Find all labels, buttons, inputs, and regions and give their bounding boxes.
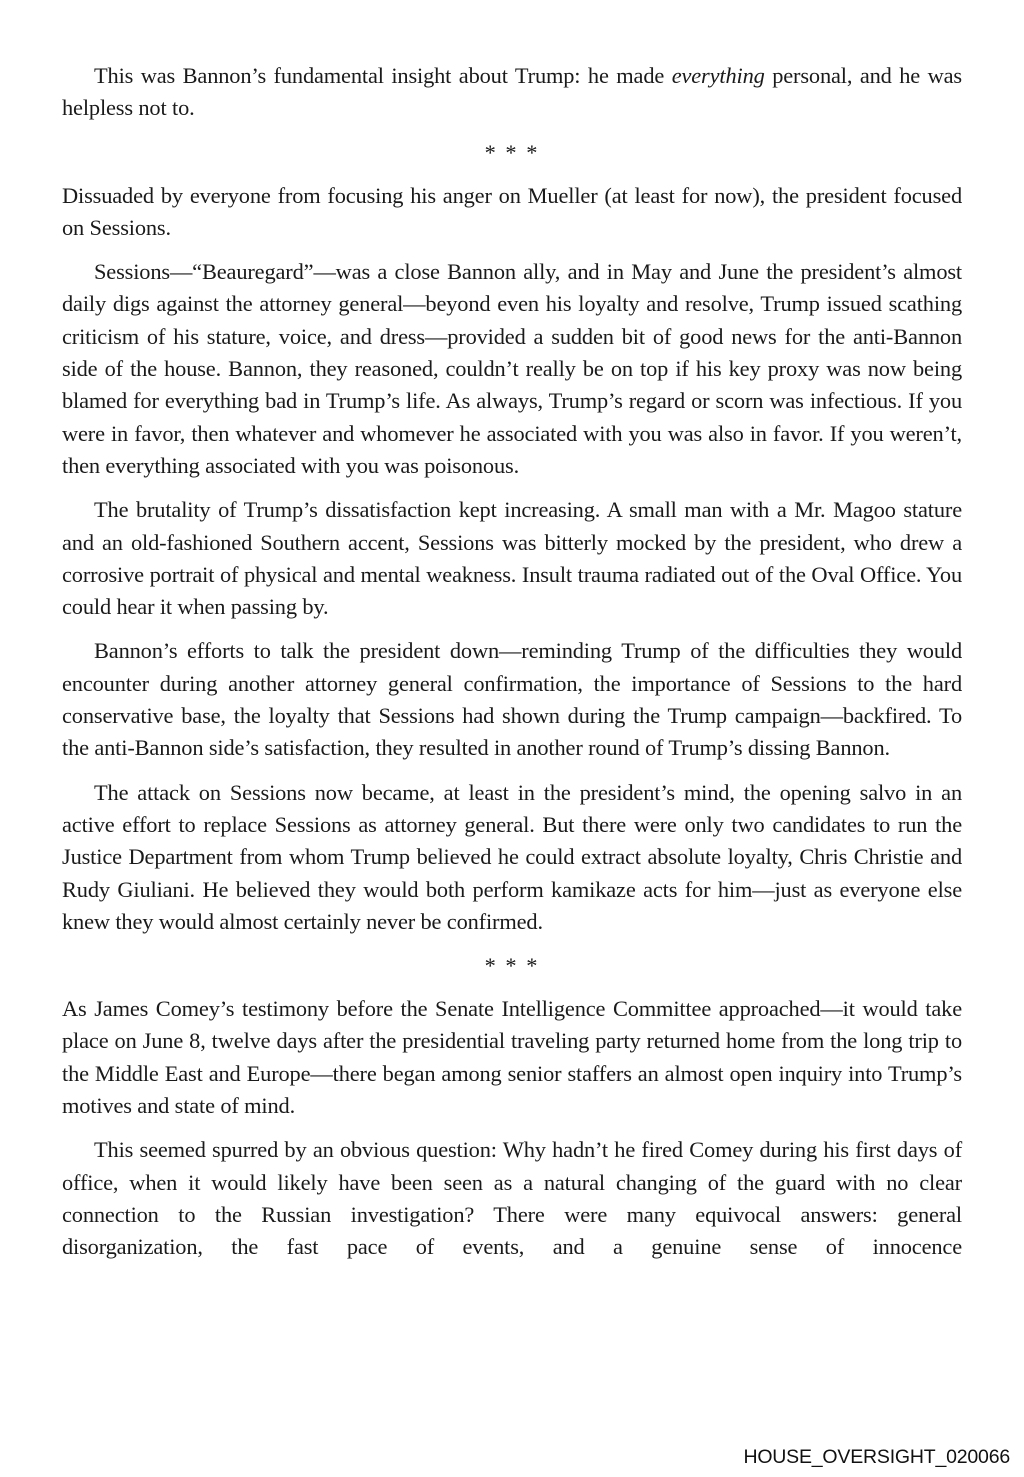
paragraph-1 (62, 60, 962, 125)
section-separator-2: * * * (484, 953, 540, 979)
paragraph-1-text-a: This was Bannon’s fundamental insight about Trump: he made (94, 63, 672, 88)
paragraph-1-text-b: personal, and he was helpless not to. (62, 63, 962, 121)
section-separator-1: * * * (484, 139, 540, 165)
paragraph-8: This seemed spurred by an obvious question: Why hadn’t he fired Comey during his first days of office, when it would likely have been seen as a natural changing of the guard with no clear connection to the Russian investigation? There were many equivocal answers: general disorganization, the fast pace of events, and a genuine sense of innocence (62, 1137, 962, 1260)
emphasis-everything: everything (671, 63, 765, 88)
paragraph-2: Dissuaded by everyone from focusing his anger on Mueller (at least for now), the president focused on Sessions. (62, 182, 962, 240)
paragraph-3: Sessions—“Beauregard”—was a close Bannon ally, and in May and June the president’s almost daily digs against the attorney general—beyond even his loyalty and resolve, Trump issued scathing criticism of his stature, voice, and dress—provided a sudden bit of good news for the anti-Bannon side of the house. Bannon, they reasoned, couldn’t really be on top if his key proxy was now being blamed for everything bad in Trump’s life. As always, Trump’s regard or scorn was infectious. If you were in favor, then whatever and whomever he associated with you was also in favor. If you weren’t, then everything associated with you was poisonous. (62, 259, 962, 478)
paragraph-6: The attack on Sessions now became, at least in the president’s mind, the opening salvo in an active effort to replace Sessions as attorney general. But there were only two candidates to run the Justice Department from whom Trump believed he could extract absolute loyalty, Chris Christie and Rudy Giuliani. He believed they would both perform kamikaze acts for him—just as everyone else knew they would almost certainly never be confirmed. (62, 779, 962, 934)
bates-number-footer: HOUSE_OVERSIGHT_020066 (743, 1446, 1010, 1468)
paragraph-7: As James Comey’s testimony before the Senate Intelligence Committee approached—it would take place on June 8, twelve days after the presidential traveling party returned home from the long trip to the Middle East and Europe—there began among senior staffers an almost open inquiry into Trump’s motives and state of mind. (62, 996, 962, 1119)
paragraph-5: Bannon’s efforts to talk the president down—reminding Trump of the difficulties they would encounter during another attorney general confirmation, the importance of Sessions to the hard conservative base, the loyalty that Sessions had shown during the Trump campaign—backfired. To the anti-Bannon side’s satisfaction, they resulted in another round of Trump’s dissing Bannon. (62, 638, 962, 761)
document-page (62, 60, 962, 1276)
paragraph-4: The brutality of Trump’s dissatisfaction kept increasing. A small man with a Mr. Magoo stature and an old-fashioned Southern accent, Sessions was bitterly mocked by the president, who drew a corrosive portrait of physical and mental weakness. Insult trauma radiated out of the Oval Office. You could hear it when passing by. (62, 497, 962, 620)
